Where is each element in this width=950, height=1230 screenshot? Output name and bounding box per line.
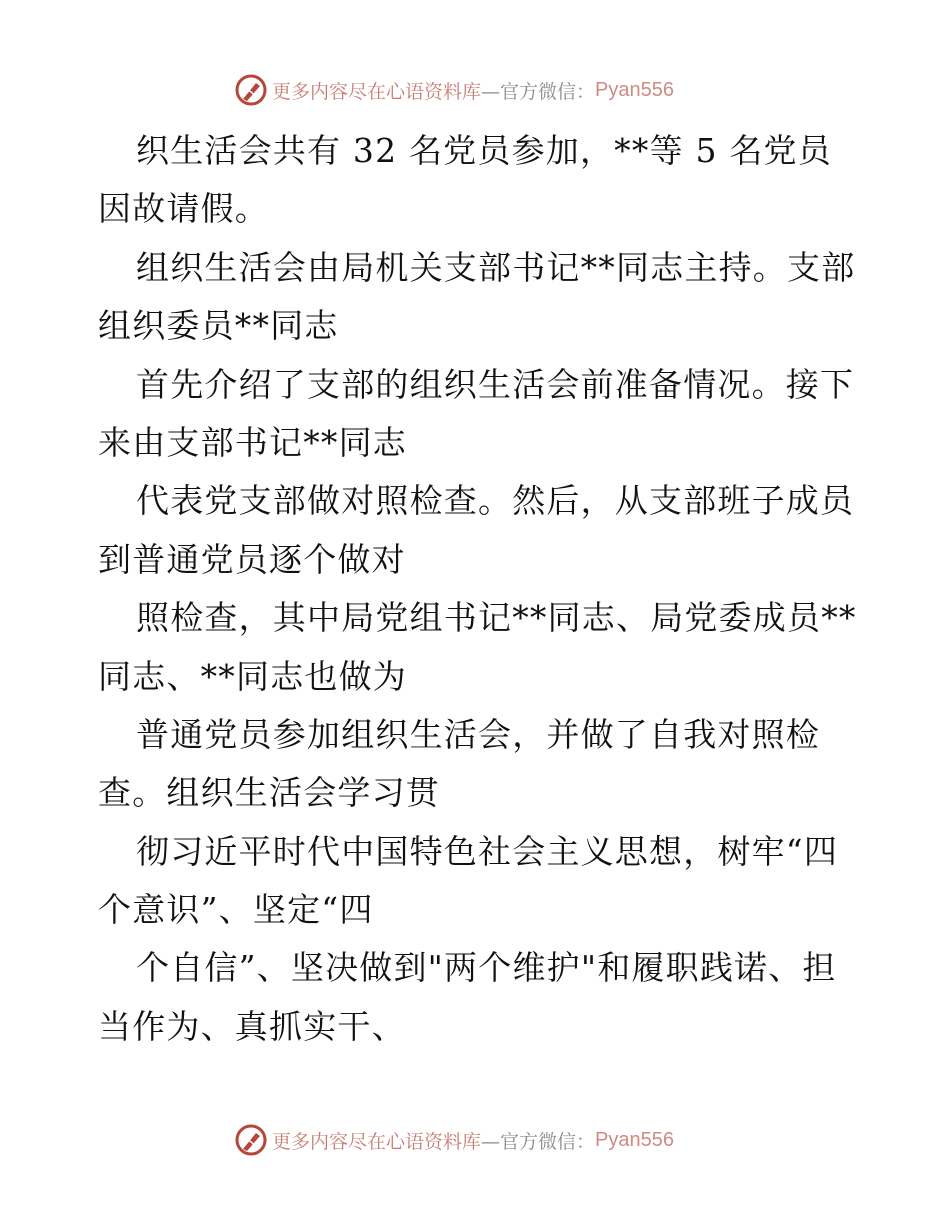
banner-separator-text: —官方微信： xyxy=(481,80,596,103)
text-line: 照检查，其中局党组书记**同志、局党委成员** xyxy=(136,598,857,638)
document-body xyxy=(98,122,858,1056)
text-line: 普通党员参加组织生活会，并做了自我对照检 xyxy=(136,714,820,754)
pen-logo-icon xyxy=(234,1123,268,1157)
paragraph xyxy=(98,356,858,473)
text-line: 个自信”、坚决做到"两个维护"和履职践诺、担 xyxy=(136,948,837,988)
text-line: 彻习近平时代中国特色社会主义思想，树牢“四 xyxy=(136,831,839,871)
banner-site-text: 更多内容尽在心语资料库 xyxy=(272,1130,482,1153)
text-line: 个意识”、坚定“四 xyxy=(98,890,374,930)
text-line: 当作为、真抓实干、 xyxy=(98,1006,406,1046)
text-line: 查。组织生活会学习贯 xyxy=(98,773,440,813)
header-banner xyxy=(234,72,674,108)
banner-separator-text: —官方微信： xyxy=(481,1130,596,1153)
text-line: 因故请假。 xyxy=(98,189,269,229)
paragraph xyxy=(98,706,858,823)
text-line: 来由支部书记**同志 xyxy=(98,422,407,462)
text-line: 同志、**同志也做为 xyxy=(98,656,407,696)
text-line: 到普通党员逐个做对 xyxy=(98,539,406,579)
paragraph xyxy=(98,589,858,706)
banner-site-text: 更多内容尽在心语资料库 xyxy=(272,80,482,103)
text-line: 织生活会共有 32 名党员参加，**等 5 名党员 xyxy=(136,131,832,170)
footer-banner xyxy=(234,1122,674,1158)
banner-wechat-id: Pyan556 xyxy=(595,78,674,101)
paragraph xyxy=(98,122,858,239)
pen-logo-icon xyxy=(234,73,268,107)
text-line: 首先介绍了支部的组织生活会前准备情况。接下 xyxy=(136,364,855,404)
text-line: 组织委员**同志 xyxy=(98,306,339,346)
paragraph xyxy=(98,823,858,940)
text-line: 代表党支部做对照检查。然后，从支部班子成员 xyxy=(136,481,855,521)
paragraph xyxy=(98,472,858,589)
paragraph xyxy=(98,239,858,356)
banner-wechat-id: Pyan556 xyxy=(595,1128,674,1151)
paragraph xyxy=(98,939,858,1056)
text-line: 组织生活会由局机关支部书记**同志主持。支部 xyxy=(136,247,856,287)
